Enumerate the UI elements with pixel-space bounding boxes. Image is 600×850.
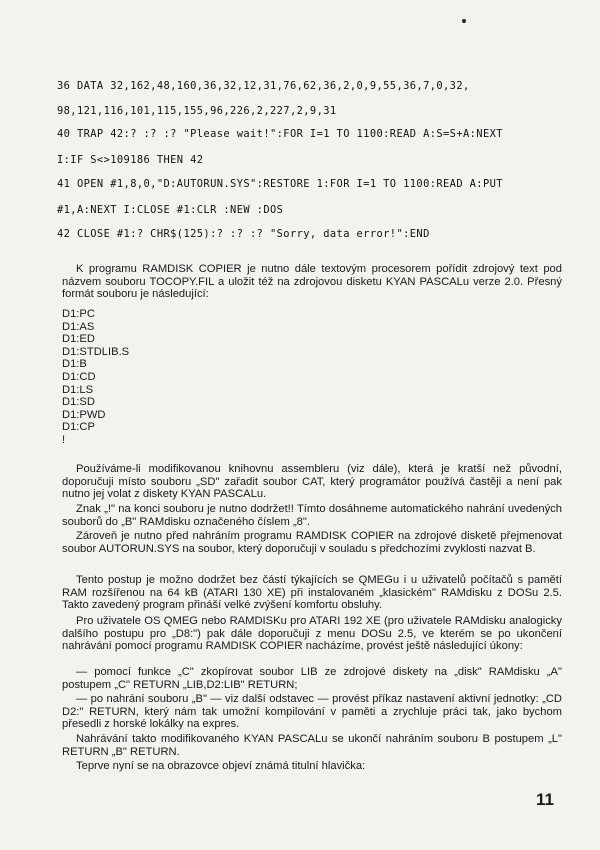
list-item: D1:B	[62, 358, 87, 371]
paragraph: Teprve nyní se na obrazovce objeví známá titulní hlavička:	[76, 760, 366, 772]
code-line: I:IF S<>109186 THEN 42	[57, 154, 204, 166]
list-item: !	[62, 433, 66, 446]
code-line: 36 DATA 32,162,48,160,36,32,12,31,76,62,36,2,0,9,55,36,7,0,32,	[57, 80, 470, 92]
intro-paragraph: K programu RAMDISK COPIER je nutno dále textovým procesorem pořídit zdrojový text pod názvem souboru TOCOPY.FIL a uložit též na zdrojovou disketu KYAN PASCALu verze 2.0. Přesný formát souboru je následující:	[62, 263, 562, 301]
paragraph: Používáme-li modifikovanou knihovnu assembleru (viz dále), která je kratší než původní, doporučuji místo souboru „SD" zařadit soubor CAT, který programátor používá častěji a není pak nutno jej volat z diskety KYAN PASCALu.	[62, 463, 562, 501]
file-list	[62, 308, 129, 447]
paragraph: — pomocí funkce „C" zkopírovat soubor LIB ze zdrojové diskety na „disk" RAMdisku „A" postupem „C" RETURN „LIB,D2:LIB" RETURN;	[62, 666, 562, 691]
list-item: D1:PC	[62, 308, 95, 320]
list-item: D1:ED	[62, 333, 95, 346]
list-item: D1:CD	[62, 370, 96, 383]
list-item: D1:SD	[62, 396, 95, 409]
paragraph: Pro uživatele OS QMEG nebo RAMDISKu pro ATARI 192 XE (pro uživatele RAMdisku analogicky dalšího postupu pro „D8:") pak dále doporučuji z menu DOSu 2.5, ve kterém se po ukončení nahrávání pomocí programu RAMDISK COPIER nacházíme, provést ještě následující úkony:	[62, 615, 562, 653]
list-item: D1:CP	[62, 421, 95, 434]
list-item: D1:LS	[62, 383, 94, 396]
paragraph: Tento postup je možno dodržet bez částí týkajících se QMEGu i u uživatelů počítačů s pamětí RAM rozšířenou na 64 kB (ATARI 130 XE) při instalovaném „klasickém" RAMdisku z DOSu 2.5. Takto zavedený program přináší velké zvýšení komfortu obsluhy.	[62, 574, 562, 612]
list-item: D1:AS	[62, 320, 95, 333]
code-line: 98,121,116,101,115,155,96,226,2,227,2,9,31	[57, 105, 337, 117]
paragraph: Znak „!" na konci souboru je nutno dodržet!! Tímto dosáhneme automatického nahrání uvedených souborů do „B" RAMdisku označeného číslem „8".	[62, 503, 562, 528]
page-number: 11	[536, 790, 554, 809]
code-line: 42 CLOSE #1:? CHR$(125):? :? :? "Sorry, data error!":END	[57, 228, 430, 240]
ink-dot	[462, 19, 466, 23]
list-item: D1:STDLIB.S	[62, 345, 130, 358]
paragraph: Zároveň je nutno před nahráním programu RAMDISK COPIER na zdrojové disketě přejmenovat soubor AUTORUN.SYS na soubor, který doporučuji v souladu s předchozími zvyklosti nazvat B.	[62, 530, 562, 555]
code-line: 40 TRAP 42:? :? :? "Please wait!":FOR I=1 TO 1100:READ A:S=S+A:NEXT	[57, 128, 503, 140]
code-line: 41 OPEN #1,8,0,"D:AUTORUN.SYS":RESTORE 1:FOR I=1 TO 1100:READ A:PUT	[57, 178, 503, 190]
code-line: #1,A:NEXT I:CLOSE #1:CLR :NEW :DOS	[57, 204, 284, 216]
list-item: D1:PWD	[62, 408, 106, 421]
paragraph: Nahrávání takto modifikovaného KYAN PASCALu se ukončí nahráním souboru B postupem „L" RETURN „B" RETURN.	[62, 733, 562, 758]
paragraph: — po nahrání souboru „B" — viz další odstavec — provést příkaz nastavení aktivní jednotky: „CD D2:" RETURN, který nám tak umožní kompilování v paměti a zrychluje práci tak, jako bychom přesedli z horské lokálky na expres.	[62, 693, 562, 731]
